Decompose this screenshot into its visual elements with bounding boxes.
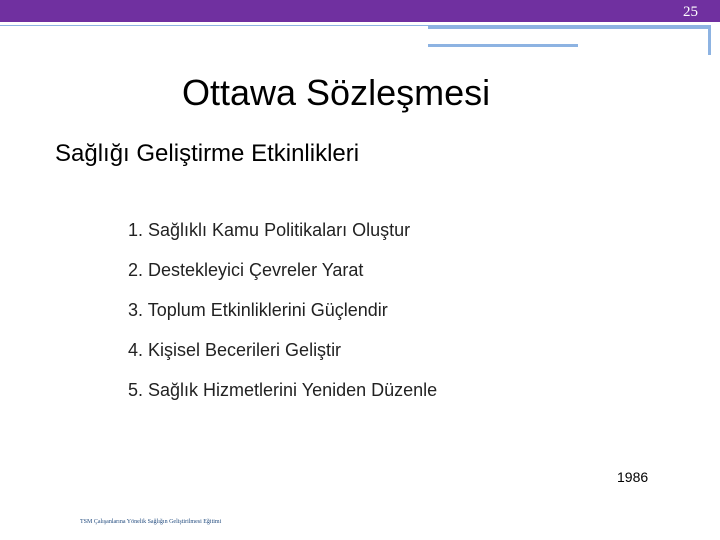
year-label: 1986 [617,469,649,485]
list-item: 2. Destekleyici Çevreler Yarat [128,260,364,280]
list-item: 3. Toplum Etkinliklerini Güçlendir [128,300,388,320]
principles-list [128,210,437,410]
slide-subtitle: Sağlığı Geliştirme Etkinlikleri [55,140,360,167]
footer-text: TSM Çalışanlarına Yönelik Sağlığın Geliştirilmesi Eğitimi [80,519,222,525]
page-number: 25 [683,4,698,20]
accent-line-short [428,44,578,47]
accent-line-thick [428,25,708,29]
list-item: 5. Sağlık Hizmetlerini Yeniden Düzenle [128,380,438,400]
accent-bracket [705,25,711,55]
list-item: 4. Kişisel Becerileri Geliştir [128,340,342,360]
list-item: 1. Sağlıklı Kamu Politikaları Oluştur [128,220,411,240]
slide-title: Ottawa Sözleşmesi [182,72,491,113]
top-header-band [0,0,720,22]
